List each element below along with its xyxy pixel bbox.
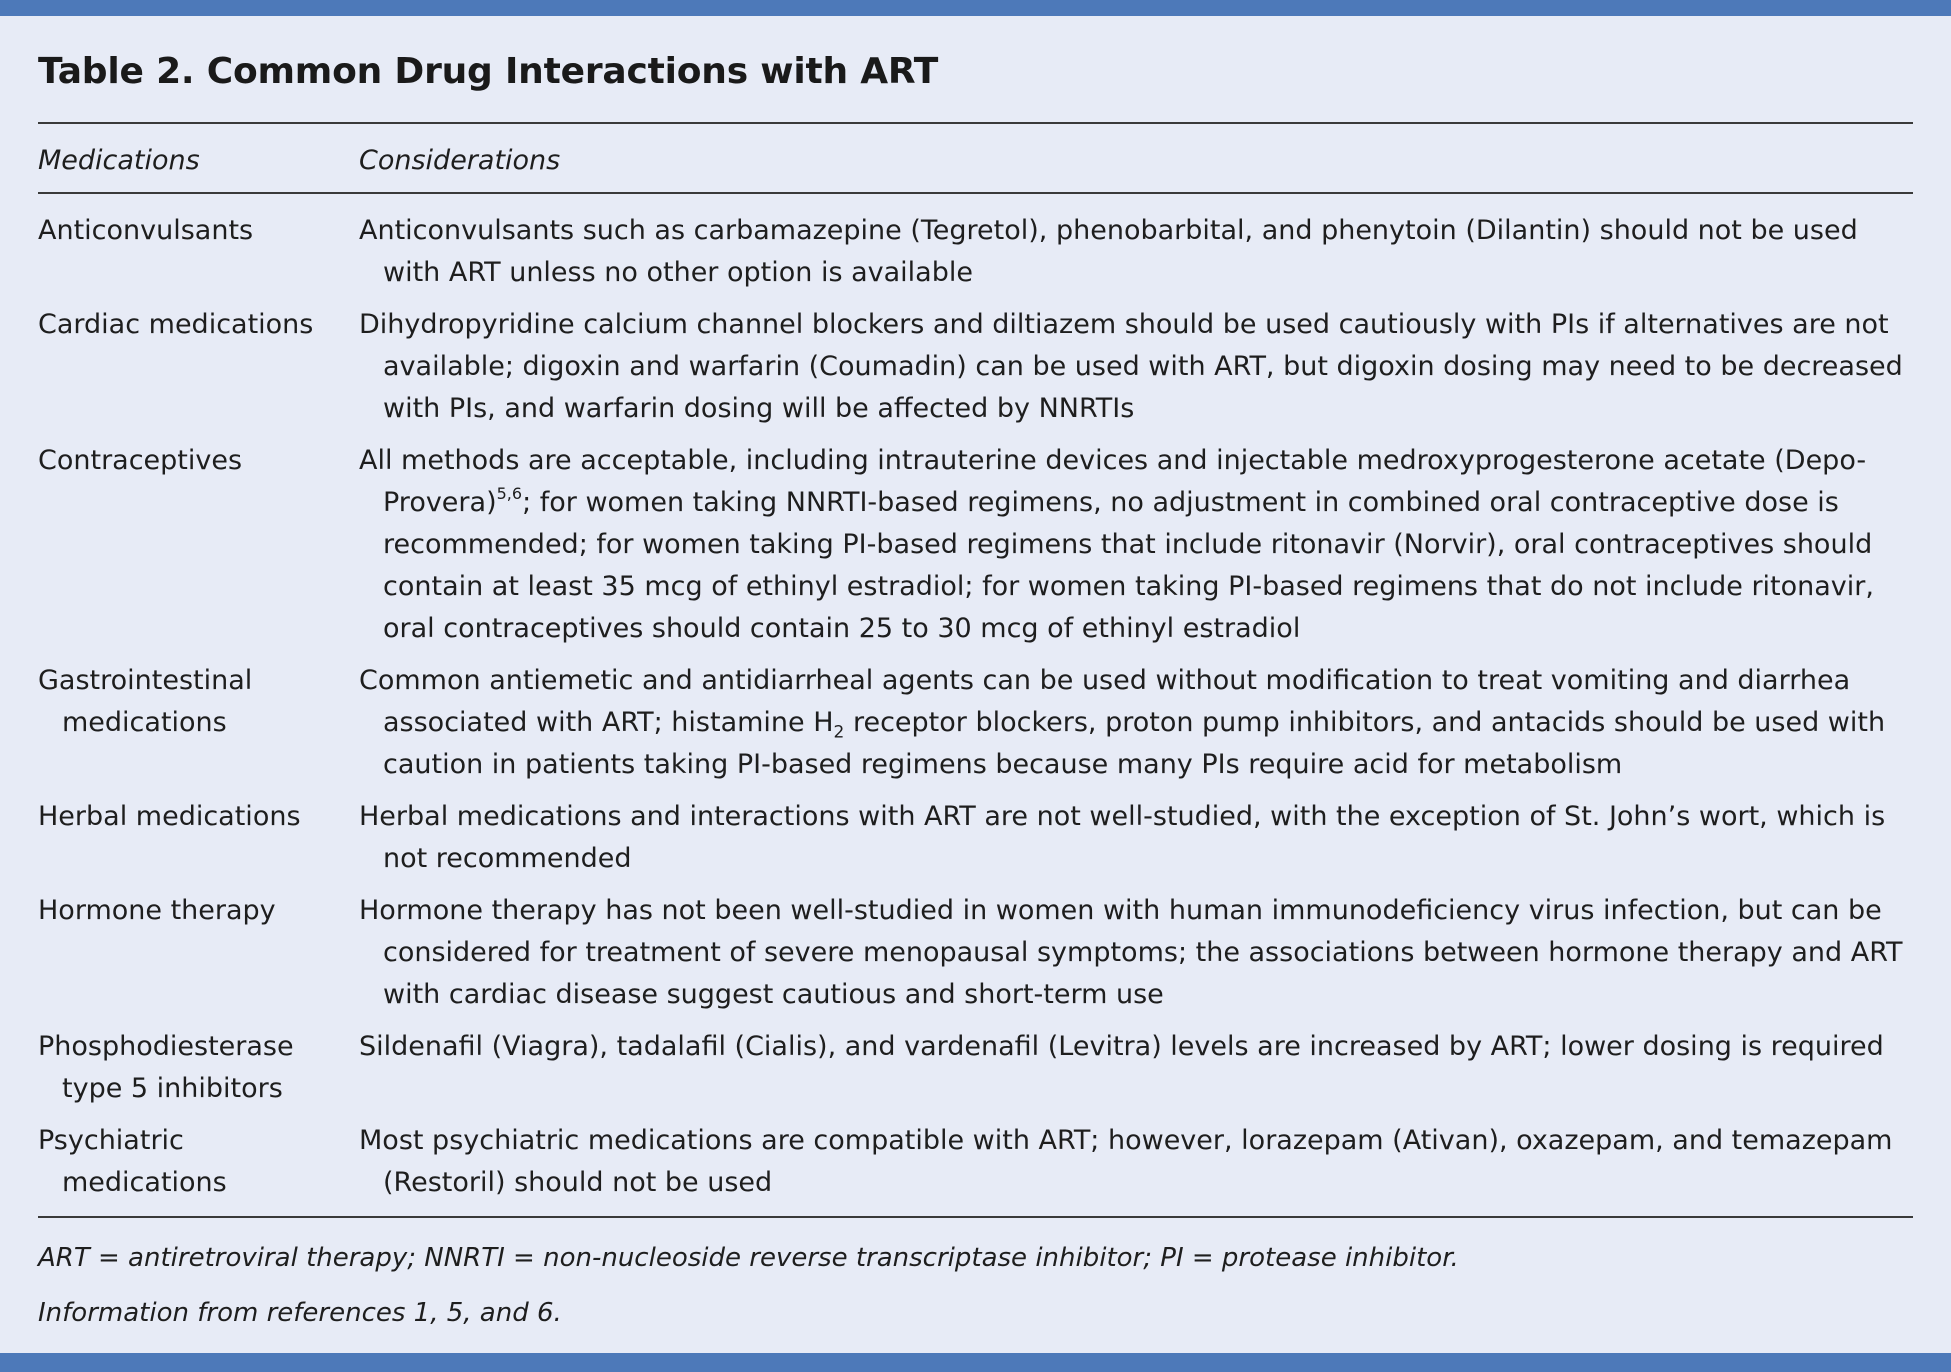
consideration-text: ; for women taking NNRTI-based regimens, no adjustment in combined oral contraceptive dose is recommended; for women taking PI-based regimens that include ritonavir (Norvir), oral contraceptives should contain at least 35 mcg of ethinyl estradiol; for women taking PI-based regimens that do not include ritonavir, oral contraceptives should contain 25 to 30 mcg of ethinyl estradiol bbox=[383, 487, 1874, 644]
consideration-cell: Herbal medications and interactions with ART are not well-studied, with the exception of St. John’s wort, which is not recommended bbox=[359, 801, 1886, 874]
table-title: Table 2. Common Drug Interactions with ART bbox=[38, 51, 939, 92]
table-row bbox=[38, 1020, 1913, 1114]
top-accent-bar bbox=[0, 0, 1951, 16]
drug-interactions-table bbox=[38, 124, 1913, 1218]
consideration-text: receptor blockers, proton pump inhibitors, and antacids should be used with caution in patients taking PI-based regimens because many PIs require acid for metabolism bbox=[383, 707, 1886, 780]
medication-cell: Hormone therapy bbox=[38, 895, 276, 926]
medication-cell: Cardiac medications bbox=[38, 309, 314, 340]
table-row bbox=[38, 298, 1913, 434]
reference-superscript: 5,6 bbox=[496, 484, 523, 503]
table-row bbox=[38, 193, 1913, 298]
table-row bbox=[38, 790, 1913, 884]
abbreviations-footnote: ART = antiretroviral therapy; NNRTI = non-nucleoside reverse transcriptase inhibitor; PI = protease inhibitor. bbox=[38, 1243, 1459, 1273]
consideration-text: All methods are acceptable, including intrauterine devices and injectable medroxyprogesterone acetate (Depo-Provera) bbox=[359, 445, 1867, 518]
table-header-row bbox=[38, 124, 1913, 193]
consideration-cell: Hormone therapy has not been well-studied in women with human immunodeficiency virus infection, but can be considered for treatment of severe menopausal symptoms; the associations between hormone therapy and ART with cardiac disease suggest cautious and short-term use bbox=[359, 895, 1903, 1010]
consideration-cell bbox=[359, 660, 1913, 786]
consideration-cell: Sildenafil (Viagra), tadalafil (Cialis), and vardenafil (Levitra) levels are increased by ART; lower dosing is required bbox=[359, 1031, 1884, 1062]
consideration-text: Common antiemetic and antidiarrheal agents can be used without modification to treat vomiting and diarrhea associated with ART; histamine H bbox=[359, 665, 1851, 738]
consideration-cell bbox=[359, 440, 1913, 650]
column-header-medications: Medications bbox=[38, 124, 359, 193]
bottom-accent-bar bbox=[0, 1353, 1951, 1372]
consideration-cell: Dihydropyridine calcium channel blockers and diltiazem should be used cautiously with PIs if alternatives are not available; digoxin and warfarin (Coumadin) can be used with ART, but digoxin dosing may need to be decreased with PIs, and warfarin dosing will be affected by NNRTIs bbox=[359, 309, 1903, 424]
table-row bbox=[38, 1114, 1913, 1217]
medication-cell: Contraceptives bbox=[38, 445, 243, 476]
medication-cell: Phosphodiesterase type 5 inhibitors bbox=[38, 1031, 294, 1104]
source-footnote: Information from references 1, 5, and 6. bbox=[38, 1298, 562, 1328]
medication-cell: Anticonvulsants bbox=[38, 215, 254, 246]
medication-cell: Herbal medications bbox=[38, 801, 301, 832]
consideration-cell: Anticonvulsants such as carbamazepine (Tegretol), phenobarbital, and phenytoin (Dilantin) should not be used with ART unless no other option is available bbox=[359, 215, 1858, 288]
medication-cell: Gastrointestinal medications bbox=[38, 665, 253, 738]
table-row bbox=[38, 434, 1913, 654]
table-figure bbox=[38, 16, 1913, 1348]
consideration-cell: Most psychiatric medications are compatible with ART; however, lorazepam (Ativan), oxazepam, and temazepam (Restoril) should not be used bbox=[359, 1125, 1893, 1198]
medication-cell: Psychiatric medications bbox=[38, 1125, 227, 1198]
table-footnotes bbox=[38, 1238, 1913, 1333]
column-header-considerations: Considerations bbox=[359, 124, 1913, 193]
table-row bbox=[38, 654, 1913, 790]
subscript: 2 bbox=[833, 722, 845, 743]
table-row bbox=[38, 884, 1913, 1020]
